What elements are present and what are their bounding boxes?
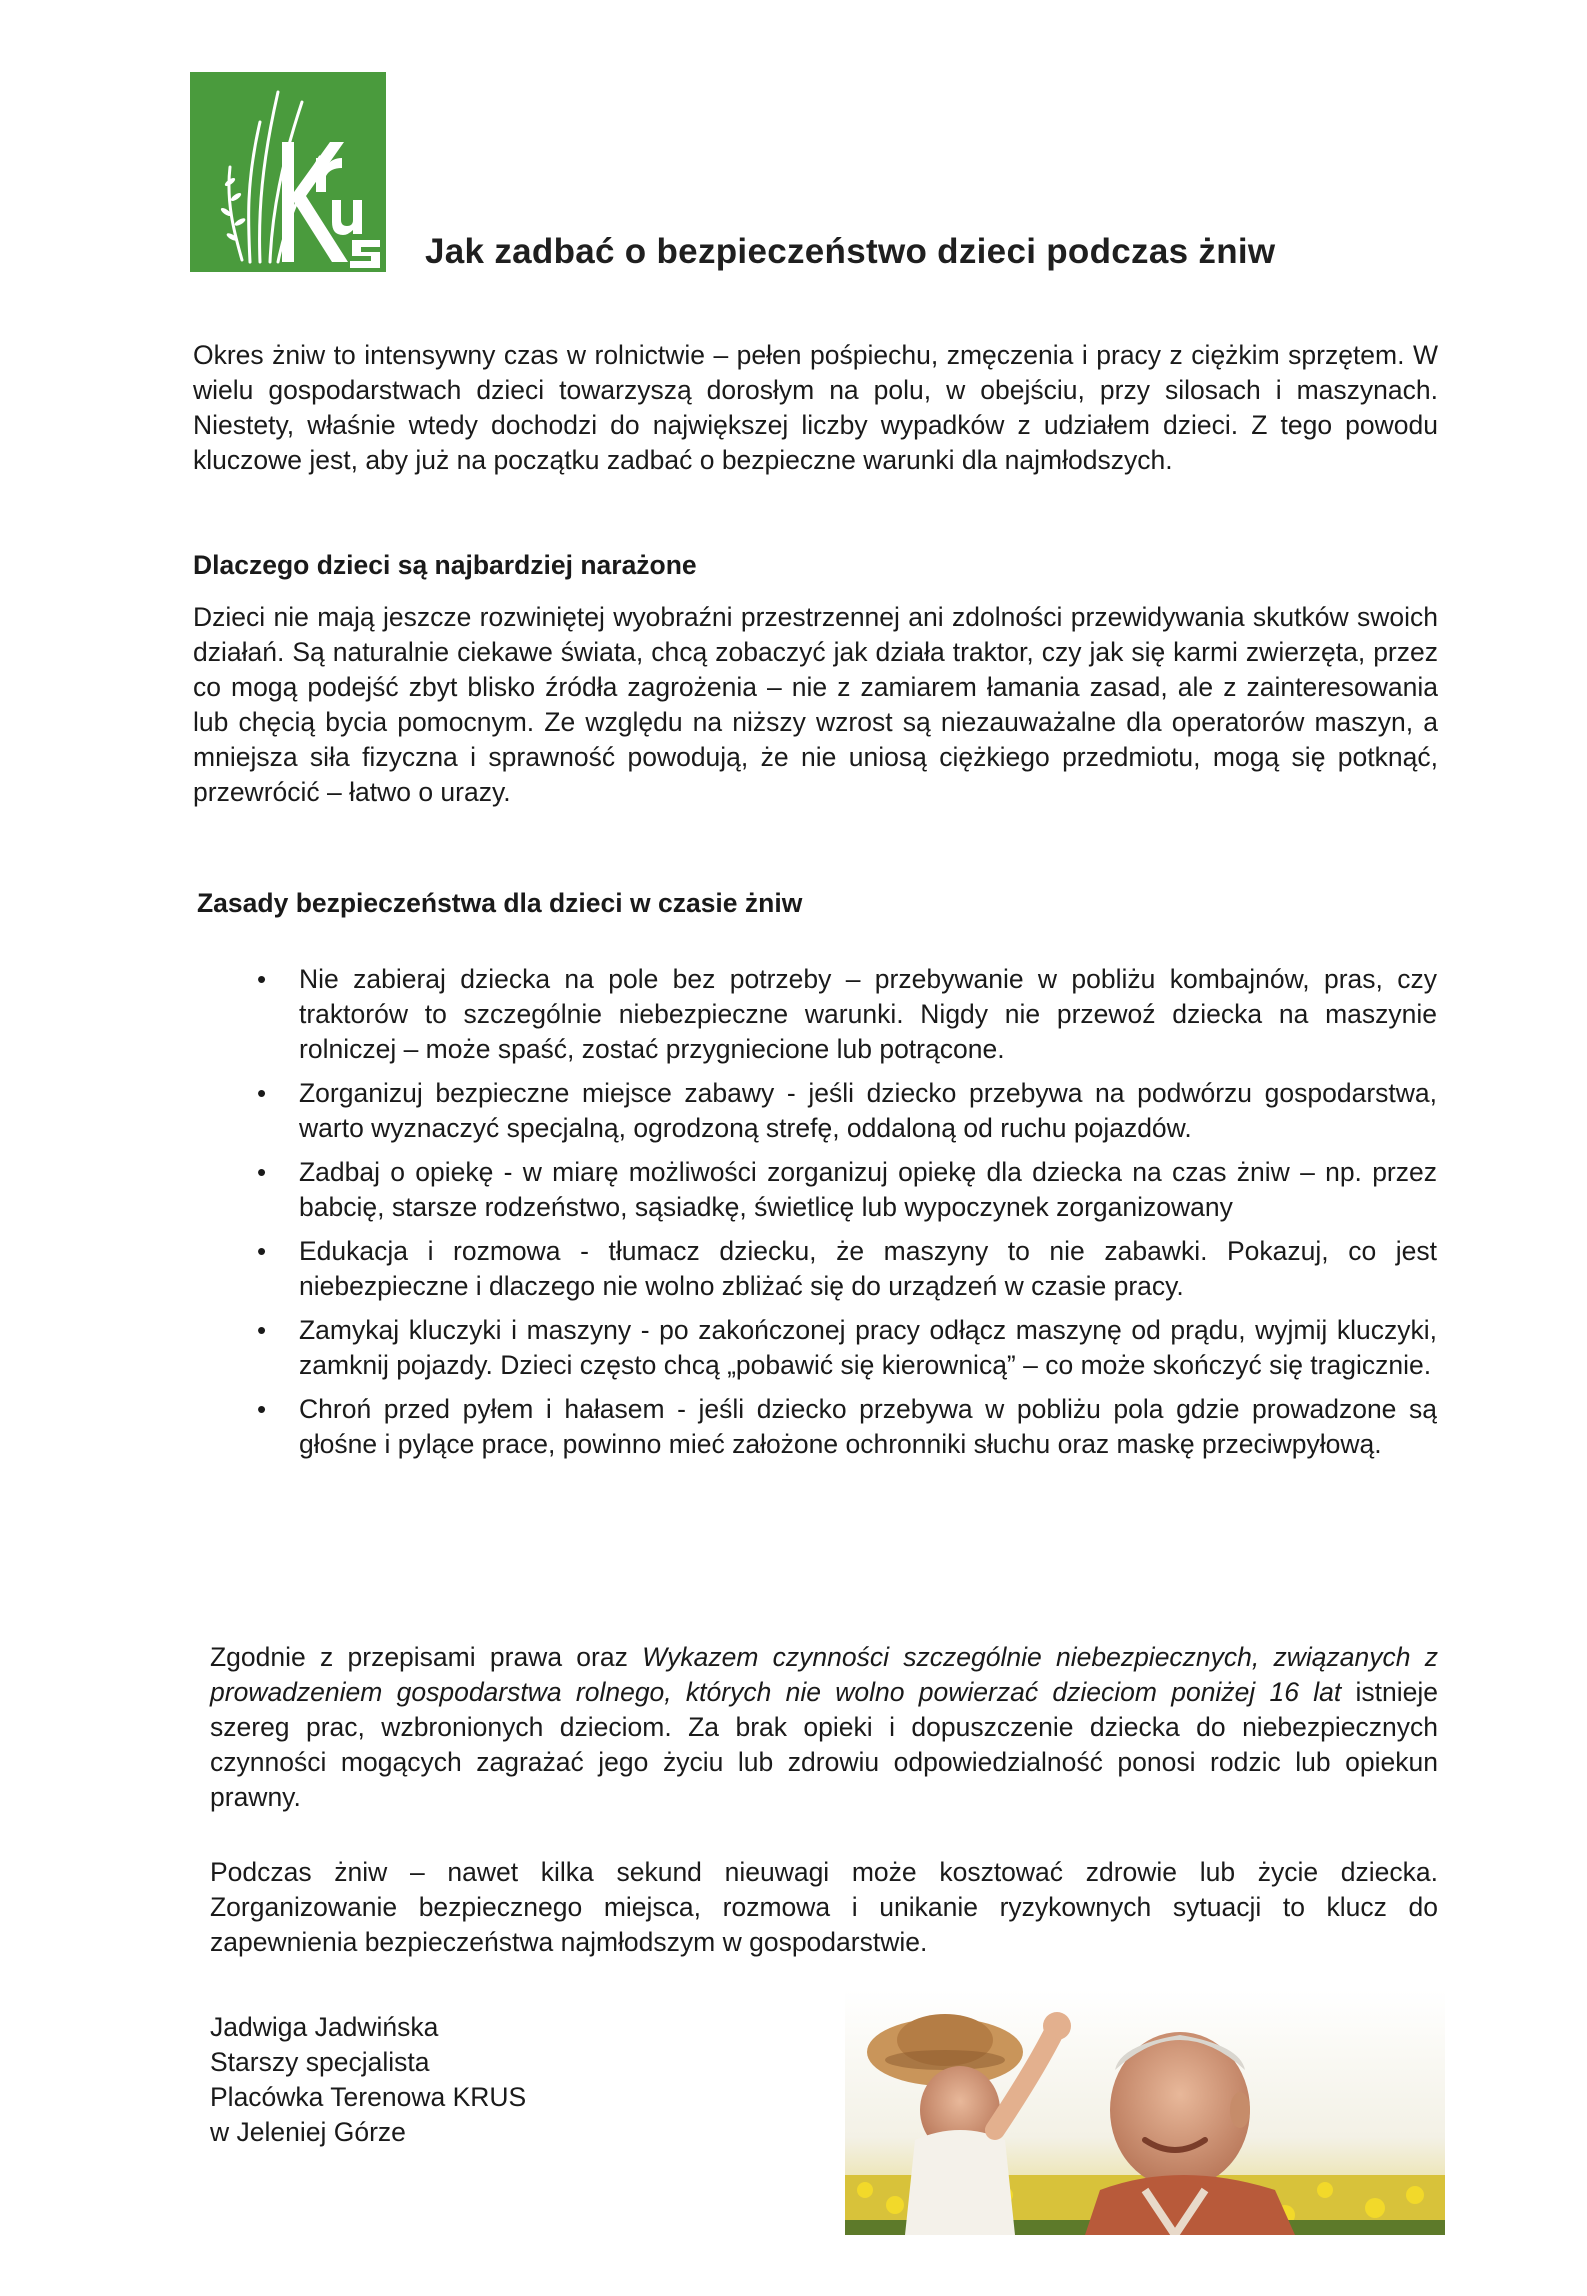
legal-paragraph	[210, 1640, 1438, 1815]
legal-regulation-title: Wykazem czynności szczególnie niebezpiecznych, związanych z prowadzeniem gospodarstwa rolnego, których nie wolno powierzać dzieciom poniżej 16 lat	[210, 1642, 1438, 1707]
list-item	[257, 1155, 1437, 1225]
author-name: Jadwiga Jadwińska	[210, 2012, 439, 2042]
list-item-text: Nie zabieraj dziecka na pole bez potrzeby – przebywanie w pobliżu kombajnów, pras, czy traktorów to szczególnie niebezpieczne warunki. Nigdy nie przewoź dziecka na maszynie rolniczej – może spaść, zostać przygniecione lub potrącone.	[299, 964, 1437, 1064]
krus-logo	[190, 72, 386, 272]
legal-text-before: Zgodnie z przepisami prawa oraz	[210, 1642, 643, 1672]
author-office: Placówka Terenowa KRUS	[210, 2082, 527, 2112]
list-item	[257, 1313, 1437, 1383]
section-why-paragraph: Dzieci nie mają jeszcze rozwiniętej wyobraźni przestrzennej ani zdolności przewidywania skutków swoich działań. Są naturalnie ciekawe świata, chcą zobaczyć jak działa traktor, czy jak się karmi zwierzęta, przez co mogą podejść zbyt blisko źródła zagrożenia – nie z zamiarem łamania zasad, ale z zainteresowania lub chęcią bycia pomocnym. Ze względu na niższy wzrost są niezauważalne dla operatorów maszyn, a mniejsza siła fizyczna i sprawność powodują, że nie uniosą ciężkiego przedmiotu, mogą się potknąć, przewrócić – łatwo o urazy.	[193, 602, 1438, 807]
safety-rules-list	[257, 962, 1437, 1471]
list-item-text: Chroń przed pyłem i hałasem - jeśli dziecko przebywa w pobliżu pola gdzie prowadzone są głośne i pylące prace, powinno mieć założone ochronniki słuchu oraz maskę przeciwpyłową.	[299, 1394, 1437, 1459]
bullet-icon: •	[257, 1315, 267, 1345]
bullet-icon: •	[257, 1157, 267, 1187]
krus-logo-graphic	[190, 72, 386, 272]
bullet-icon: •	[257, 1394, 267, 1424]
page-title: Jak zadbać o bezpieczeństwo dzieci podczas żniw	[425, 232, 1276, 271]
list-item	[257, 1076, 1437, 1146]
author-position: Starszy specjalista	[210, 2047, 430, 2077]
bullet-icon: •	[257, 1078, 267, 1108]
list-item	[257, 1234, 1437, 1304]
list-item	[257, 1392, 1437, 1462]
list-item-text: Zadbaj o opiekę - w miarę możliwości zorganizuj opiekę dla dziecka na czas żniw – np. przez babcię, starsze rodzeństwo, sąsiadkę, świetlicę lub wypoczynek zorganizowany	[299, 1157, 1437, 1222]
section-why-heading: Dlaczego dzieci są najbardziej narażone	[193, 550, 697, 580]
list-item-text: Zamykaj kluczyki i maszyny - po zakończonej pracy odłącz maszynę od prądu, wyjmij kluczyki, zamknij pojazdy. Dzieci często chcą „pobawić się kierownicą” – co może skończyć się tragicznie.	[299, 1315, 1437, 1380]
photo-illustration	[845, 1990, 1445, 2235]
author-signature	[210, 2010, 526, 2150]
intro-paragraph: Okres żniw to intensywny czas w rolnictwie – pełen pośpiechu, zmęczenia i pracy z ciężkim sprzętem. W wielu gospodarstwach dzieci towarzyszą dorosłym na polu, w obejściu, przy silosach i maszynach. Niestety, właśnie wtedy dochodzi do największej liczby wypadków z udziałem dzieci. Z tego powodu kluczowe jest, aby już na początku zadbać o bezpieczne warunki dla najmłodszych.	[193, 340, 1438, 475]
summary-paragraph: Podczas żniw – nawet kilka sekund nieuwagi może kosztować zdrowie lub życie dziecka. Zorganizowanie bezpiecznego miejsca, rozmowa i unikanie ryzykownych sytuacji to klucz do zapewnienia bezpieczeństwa najmłodszym w gospodarstwie.	[210, 1857, 1438, 1957]
section-rules-heading: Zasady bezpieczeństwa dla dzieci w czasie żniw	[197, 888, 803, 918]
grandfather-child-photo	[845, 1990, 1445, 2235]
bullet-icon: •	[257, 964, 267, 994]
list-item-text: Zorganizuj bezpieczne miejsce zabawy - jeśli dziecko przebywa na podwórzu gospodarstwa, warto wyznaczyć specjalną, ogrodzoną strefę, oddaloną od ruchu pojazdów.	[299, 1078, 1437, 1143]
author-city: w Jeleniej Górze	[210, 2117, 406, 2147]
legal-text-after: istnieje szereg prac, wzbronionych dzieciom. Za brak opieki i dopuszczenie dziecka do niebezpiecznych czynności mogących zagrażać jego życiu lub zdrowiu odpowiedzialność ponosi rodzic lub opiekun prawny.	[210, 1677, 1439, 1812]
list-item	[257, 962, 1437, 1067]
list-item-text: Edukacja i rozmowa - tłumacz dziecku, że maszyny to nie zabawki. Pokazuj, co jest niebezpieczne i dlaczego nie wolno zbliżać się do urządzeń w czasie pracy.	[299, 1236, 1437, 1301]
bullet-icon: •	[257, 1236, 267, 1266]
